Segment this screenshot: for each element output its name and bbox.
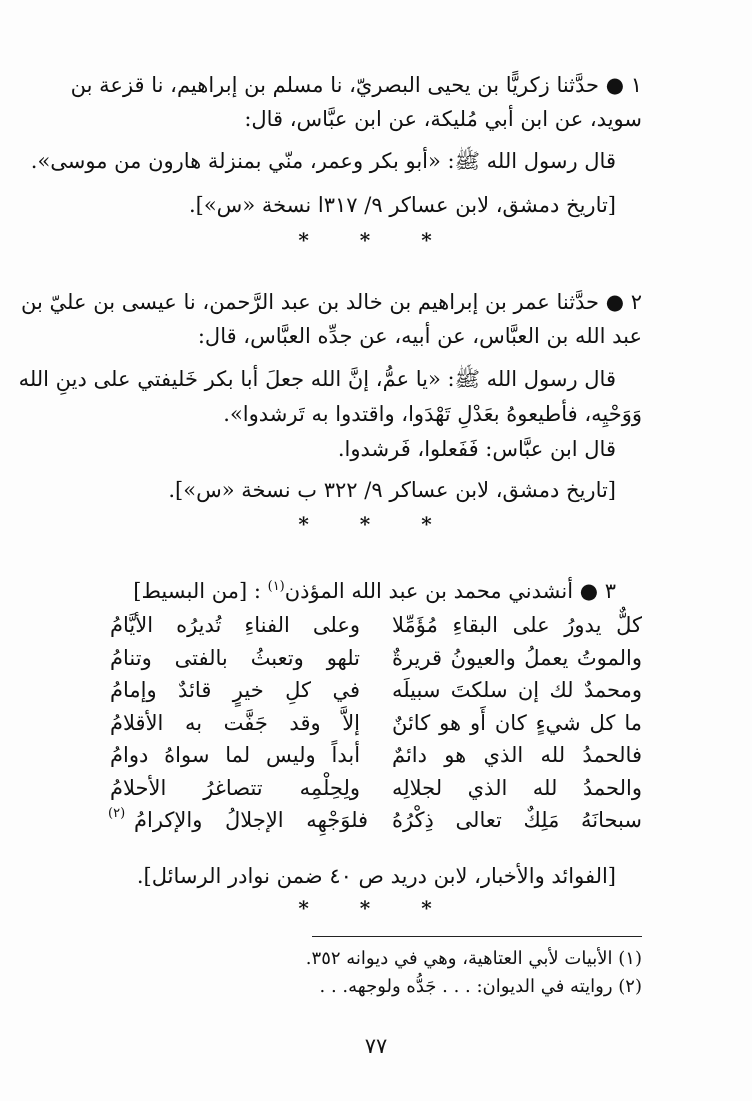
entry1-source: [تاريخ دمشق، لابن عساكر ٩/ ٣١٧ا نسخة «س»]. xyxy=(188,193,616,217)
verse-second-hemistich: فلوَجْهِه الإجلالُ والإكرامُ xyxy=(134,808,369,832)
verse-first-hemistich: والموتُ يعملُ والعيونُ قريرةٌ xyxy=(391,645,642,670)
footnote-separator xyxy=(312,936,642,937)
verse-row xyxy=(110,740,642,770)
page-number: ٧٧ xyxy=(364,1034,388,1058)
section-divider-stars-1: * * * xyxy=(298,228,454,252)
verse-first-hemistich: ما كل شيءٍ كان أَو هو كائنٌ xyxy=(391,710,642,735)
section-divider-stars-2: * * * xyxy=(298,512,454,536)
footnote-ref-1: (١) xyxy=(267,579,285,594)
entry2-source: [تاريخ دمشق، لابن عساكر ٩/ ٣٢٢ ب نسخة «س»]. xyxy=(168,478,616,502)
entry2-line2: عبد الله بن العبَّاس، عن أبيه، عن جدِّه العبَّاس، قال: xyxy=(197,324,642,348)
section-divider-stars-3: * * * xyxy=(298,896,454,920)
footnote-ref-2: (٢) xyxy=(108,806,126,821)
entry1-hadith-text: قال رسول الله ﷺ: «أبو بكر وعمر، منّي بمنزلة هارون من موسى». xyxy=(30,149,616,173)
verse-second-hemistich: وعلى الفناءِ تُديرُه الأيَّامُ xyxy=(110,613,361,637)
verse-row xyxy=(110,773,642,803)
entry2-hadith-line2: وَوَحْيِه، فأطيعوهُ بعَدْلِ تَهْدَوا، واقتدوا به تَرشدوا». xyxy=(223,402,642,426)
entry2-ibn-abbas-comment: قال ابن عبَّاس: فَفَعلوا، فَرشدوا. xyxy=(337,437,616,461)
verse-first-hemistich: كلٌّ يدورُ على البقاءِ مُؤَمِّلا xyxy=(391,613,642,637)
verse-first-hemistich: ومحمدٌ لك إن سلكتَ سبيلَه xyxy=(391,678,642,702)
verse-second-hemistich: في كلِ خيرٍ قائدٌ وإمامُ xyxy=(110,678,361,702)
verse-row xyxy=(110,643,642,673)
entry3-intro-text: ٣ ● أنشدني محمد بن عبد الله المؤذن xyxy=(284,579,616,603)
verse-row xyxy=(110,675,642,705)
verse-second-hemistich: إلاَّ وقد جَفَّت به الأقلامُ xyxy=(110,710,361,735)
verse-row xyxy=(110,708,642,738)
entry1-line1: ١ ● حدَّثنا زكريًّا بن يحيى البصريّ، نا مسلم بن إبراهيم، نا قزعة بن xyxy=(70,73,642,97)
footnote-1: (١) الأبيات لأبي العتاهية، وهي في ديوانه ٣٥٢. xyxy=(305,948,642,969)
verse-second-hemistich: ولِحِلْمِه تتصاغرُ الأحلامُ xyxy=(110,775,361,800)
entry1-line2: سويد، عن ابن أبي مُليكة، عن ابن عبَّاس، قال: xyxy=(244,107,642,131)
verse-first-hemistich: والحمدُ لله الذي لجلالِه xyxy=(391,775,642,800)
verse-second-hemistich: أبداً وليس لما سواهُ دوامُ xyxy=(110,743,361,767)
entry3-source: [الفوائد والأخبار، لابن دريد ص ٤٠ ضمن نوادر الرسائل]. xyxy=(136,864,616,888)
entry2-hadith-line1: قال رسول الله ﷺ: «يا عمُّ، إنَّ الله جعلَ أبا بكر خَليفتي على دينِ الله xyxy=(18,367,616,391)
entry2-line1: ٢ ● حدَّثنا عمر بن إبراهيم بن خالد بن عبد الرَّحمن، نا عيسى بن عليّ بن xyxy=(21,290,642,314)
footnote-2: (٢) روايته في الديوان: . . . جَدُّه ولوجهه. . . xyxy=(319,976,642,997)
entry3-intro xyxy=(110,572,616,606)
verse-first-hemistich: فالحمدُ لله الذي هو دائمٌ xyxy=(391,743,642,767)
verse-second-hemistich: تلهو وتعبثُ بالفتى وتنامُ xyxy=(110,645,361,670)
entry3-meter: : [من البسيط] xyxy=(133,579,261,603)
verse-row xyxy=(110,610,642,640)
verse-first-hemistich: سبحانَهُ مَلِكٌ تعالى ذِكْرُهُ xyxy=(391,808,642,832)
verse-row xyxy=(110,805,642,835)
